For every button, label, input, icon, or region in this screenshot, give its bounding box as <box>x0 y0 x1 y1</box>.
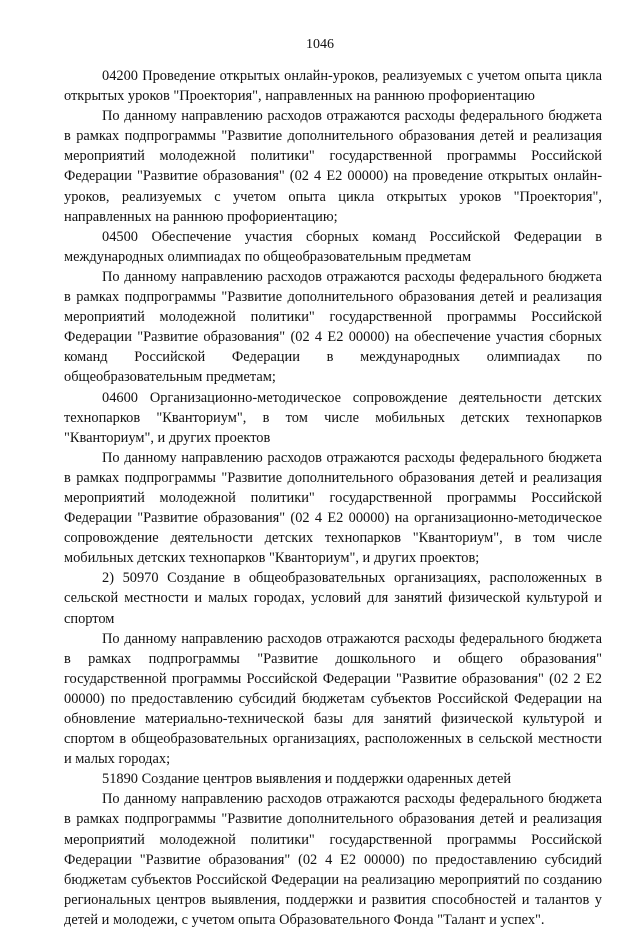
section-text-04200: По данному направлению расходов отражаются расходы федерального бюджета в рамках подпрограммы "Развитие дополнительного образования детей и реализация мероприятий молодежной политики" государственной программы Российской Федерации "Развитие образования" (02 4 Е2 00000) на проведение открытых онлайн-уроков, реализуемых с учетом опыта цикла открытых уроков "Проектория", направленных на раннюю профориентацию; <box>64 108 602 225</box>
section-heading-51890: 51890 Создание центров выявления и поддержки одаренных детей <box>102 771 512 788</box>
section-heading-50970: 2) 50970 Создание в общеобразовательных организациях, расположенных в сельской местности и малых городах, условий для занятий физической культурой и спортом <box>64 570 602 627</box>
section-heading-04600: 04600 Организационно-методическое сопровождение деятельности детских технопарков "Кванториум", в том числе мобильных детских технопарков "Кванториум", и других проектов <box>64 389 602 446</box>
section-text-50970: По данному направлению расходов отражаются расходы федерального бюджета в рамках подпрограммы "Развитие дошкольного и общего образования" государственной программы Российской Федерации "Развитие образования" (02 2 Е2 00000) по предоставлению субсидий бюджетам субъектов Российской Федерации на обновление материально-технической базы для занятий физической культурой и спортом в общеобразовательных организациях, расположенных в сельской местности и малых городах; <box>64 630 602 768</box>
section-text-04600: По данному направлению расходов отражаются расходы федерального бюджета в рамках подпрограммы "Развитие дополнительного образования детей и реализация мероприятий молодежной политики" государственной программы Российской Федерации "Развитие образования" (02 4 Е2 00000) на организационно-методическое сопровождение деятельности детских технопарков "Кванториум", в том числе мобильных детских технопарков "Кванториум", и других проектов; <box>64 449 602 567</box>
section-text-04500: По данному направлению расходов отражаются расходы федерального бюджета в рамках подпрограммы "Развитие дополнительного образования детей и реализация мероприятий молодежной политики" государственной программы Российской Федерации "Развитие образования" (02 4 Е2 00000) на обеспечение участия сборных команд Российской Федерации в международных олимпиадах по общеобразовательным предметам; <box>64 268 602 386</box>
section-text-51890: По данному направлению расходов отражаются расходы федерального бюджета в рамках подпрограммы "Развитие дополнительного образования детей и реализация мероприятий молодежной политики" государственной программы Российской Федерации "Развитие образования" (02 4 Е2 00000) по предоставлению субсидий бюджетам субъектов Российской Федерации на реализацию мероприятий по созданию региональных центров выявления, поддержки и развития способностей и талантов у детей и молодежи, с учетом опыта Образовательного Фонда "Талант и успех". <box>64 791 602 928</box>
section-heading-04500: 04500 Обеспечение участия сборных команд Российской Федерации в международных олимпиадах по общеобразовательным предметам <box>64 228 602 265</box>
document-body <box>64 66 602 930</box>
page-number: 1046 <box>306 37 334 52</box>
section-heading-04200: 04200 Проведение открытых онлайн-уроков, реализуемых с учетом опыта цикла открытых уроков "Проектория", направленных на раннюю профориентацию <box>64 68 602 105</box>
